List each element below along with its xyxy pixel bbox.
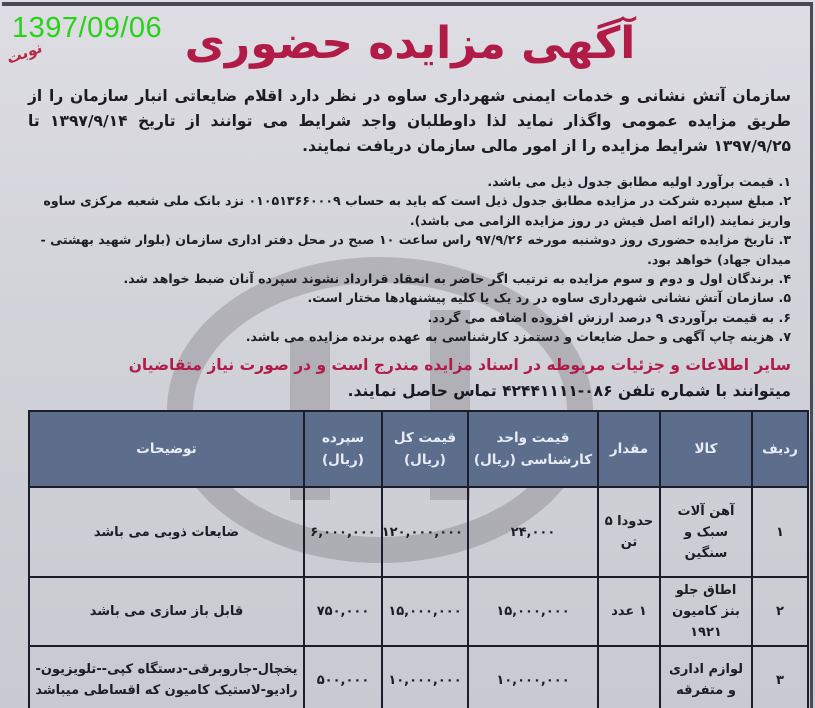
header-total-price: قیمت کل (ریال): [382, 411, 468, 487]
table-row: [29, 646, 808, 708]
cell-item: آهن آلات سبک و سنگین: [660, 487, 752, 577]
cell-deposit: ۶,۰۰۰,۰۰۰: [304, 487, 382, 577]
header-unit-price: قیمت واحد کارشناسی (ریال): [468, 411, 598, 487]
table-header-row: [29, 411, 808, 487]
condition-item: ۵. سازمان آتش نشانی شهرداری ساوه در رد یک یا کلیه پیشنهادها مختار است.: [307, 290, 791, 306]
cell-total-price: ۱۵,۰۰۰,۰۰۰: [382, 577, 468, 646]
intro-paragraph: سازمان آتش نشانی و خدمات ایمنی شهرداری ساوه در نظر دارد اقلام ضایعاتی انبار سازمان را از طریق مزایده عمومی واگذار نماید لذا داوطلبان واجد شرایط می توانند از تاریخ ۱۳۹۷/۹/۱۴ تا ۱۳۹۷/۹/۲۵ شرایط مزایده را از امور مالی سازمان دریافت نمایند.: [28, 87, 791, 155]
cell-description: یخچال-جاروبرقی-دستگاه کپی--تلویزیون-رادیو-لاستیک کامیون که اقساطی میباشد: [29, 646, 304, 708]
condition-item: ۲. مبلغ سپرده شرکت در مزایده مطابق جدول ذیل است که باید به حساب ۰۱۰۵۱۳۶۶۰۰۰۹ نزد بانک ملی شعبه مرکزی ساوه واریز نمایند (ارائه اصل فیش در روز مزایده الزامی می باشد).: [43, 193, 791, 228]
cell-description: قابل باز سازی می باشد: [29, 577, 304, 646]
notice-badge: نوبت: [4, 38, 45, 68]
conditions-list: [28, 172, 791, 347]
auction-items-table: [28, 410, 809, 708]
contact-info: [28, 352, 791, 404]
table-row: [29, 577, 808, 646]
notice-title: آگهی مزایده حضوری: [184, 18, 636, 69]
header-row-number: ردیف: [752, 411, 808, 487]
cell-total-price: ۱۲۰,۰۰۰,۰۰۰: [382, 487, 468, 577]
condition-item: ۱. قیمت برآورد اولیه مطابق جدول ذیل می باشد.: [487, 174, 791, 189]
cell-row-number: ۲: [752, 577, 808, 646]
cell-quantity: [598, 646, 660, 708]
cell-deposit: ۷۵۰,۰۰۰: [304, 577, 382, 646]
contact-line-2: میتوانند با شماره تلفن ۰۸۶-۴۲۴۴۱۱۱۱ تماس حاصل نمایند.: [347, 382, 791, 400]
date-stamp: 1397/09/06: [12, 12, 163, 44]
cell-row-number: ۱: [752, 487, 808, 577]
cell-row-number: ۳: [752, 646, 808, 708]
condition-item: ۳. تاریخ مزایده حضوری روز دوشنبه مورخه ۹۷/۹/۲۶ راس ساعت ۱۰ صبح در محل دفتر اداری سازمان (بلوار شهید بهشتی - میدان جهاد) خواهد بود.: [40, 232, 791, 267]
frame-border-right: [810, 2, 813, 708]
cell-item: لوازم اداری و متفرقه: [660, 646, 752, 708]
table-row: [29, 487, 808, 577]
header-item: کالا: [660, 411, 752, 487]
condition-item: ۴. برندگان اول و دوم و سوم مزایده به ترتیب اگر حاضر به انعقاد قرارداد نشوند سپرده آنان ضبط خواهد شد.: [123, 271, 791, 287]
cell-quantity: ۱ عدد: [598, 577, 660, 646]
cell-deposit: ۵۰۰,۰۰۰: [304, 646, 382, 708]
contact-line-1: سایر اطلاعات و جزئیات مربوطه در اسناد مزایده مندرج است و در صورت نیاز متقاضیان: [128, 356, 791, 374]
condition-item: ۶. به قیمت برآوردی ۹ درصد ارزش افزوده اضافه می گردد.: [427, 309, 791, 325]
cell-total-price: ۱۰,۰۰۰,۰۰۰: [382, 646, 468, 708]
condition-item: ۷. هزینه چاپ آگهی و حمل ضایعات و دستمزد کارشناسی به عهده برنده مزایده می باشد.: [245, 329, 791, 345]
header-quantity: مقدار: [598, 411, 660, 487]
cell-unit-price: ۱۰,۰۰۰,۰۰۰: [468, 646, 598, 708]
cell-unit-price: ۲۴,۰۰۰: [468, 487, 598, 577]
header-description: توضیحات: [29, 411, 304, 487]
cell-quantity: حدودا ۵ تن: [598, 487, 660, 577]
cell-unit-price: ۱۵,۰۰۰,۰۰۰: [468, 577, 598, 646]
cell-description: ضایعات ذوبی می باشد: [29, 487, 304, 577]
frame-border-top: [2, 2, 813, 6]
cell-item: اطاق جلو بنز کامیون ۱۹۲۱: [660, 577, 752, 646]
header-deposit: سپرده (ریال): [304, 411, 382, 487]
